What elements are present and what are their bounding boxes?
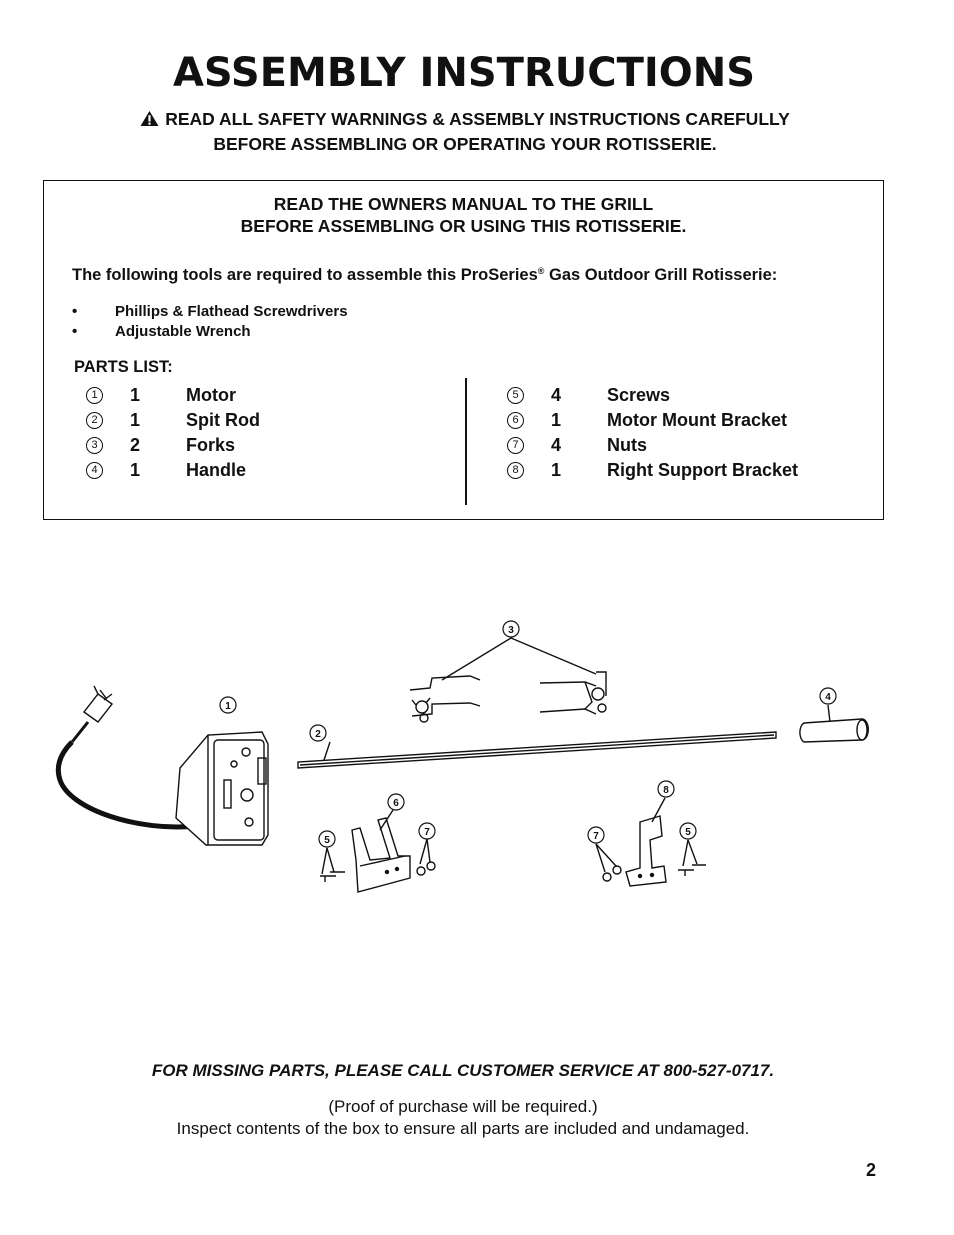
- part-qty: 1: [130, 460, 141, 480]
- tools-intro-suffix: Gas Outdoor Grill Rotisserie:: [544, 266, 778, 284]
- missing-parts-notice: FOR MISSING PARTS, PLEASE CALL CUSTOMER SERVICE AT 800-527-0717.: [151, 1061, 775, 1080]
- callout-label: 4: [825, 692, 831, 703]
- part-number: 4: [86, 462, 103, 479]
- spit-rod-illustration: [298, 732, 776, 768]
- part-number: 7: [507, 437, 524, 454]
- callout-label: 8: [663, 785, 669, 796]
- part-row: [86, 383, 260, 408]
- tools-list: [72, 302, 348, 342]
- parts-list-label: PARTS LIST:: [74, 358, 173, 376]
- part-number: 3: [86, 437, 103, 454]
- column-divider: [465, 378, 467, 505]
- part-qty: 1: [551, 460, 562, 480]
- callout-label: 5: [685, 827, 691, 838]
- handle-illustration: [800, 705, 868, 742]
- part-name: Motor: [186, 385, 236, 405]
- parts-column-left: [86, 383, 260, 483]
- page-number: 2: [866, 1160, 877, 1180]
- callout-motor: [220, 697, 236, 713]
- part-name: Handle: [186, 460, 247, 480]
- part-row: [507, 433, 798, 458]
- part-row: [86, 408, 260, 433]
- part-number: 8: [507, 462, 524, 479]
- inspection-notice: [0, 1096, 926, 1140]
- registered-mark: ®: [537, 266, 545, 276]
- part-name: Screws: [607, 385, 671, 405]
- parts-box: [43, 180, 884, 520]
- callout-handle: [820, 688, 836, 704]
- motor-illustration: [58, 686, 268, 845]
- callout-nuts-right: [588, 827, 604, 843]
- callout-label: 5: [324, 835, 330, 846]
- callout-label: 7: [424, 827, 430, 838]
- forks-illustration: [410, 638, 606, 722]
- warning-line-1: READ ALL SAFETY WARNINGS & ASSEMBLY INSTRUCTIONS CAREFULLY: [165, 109, 790, 129]
- part-qty: 1: [130, 410, 141, 430]
- warning-triangle-icon: [140, 110, 159, 133]
- parts-diagram: [0, 600, 954, 930]
- motor-bracket-illustration: [320, 810, 435, 892]
- callout-screws-left: [319, 831, 335, 847]
- part-name: Forks: [186, 435, 236, 455]
- part-row: [86, 458, 260, 483]
- bullet: •: [72, 323, 78, 340]
- callout-spit-rod: [310, 725, 326, 741]
- tools-intro: [72, 266, 777, 285]
- callout-label: 7: [593, 831, 599, 842]
- callout-motor-bracket: [388, 794, 404, 810]
- part-row: [507, 408, 798, 433]
- support-bracket-illustration: [596, 798, 706, 886]
- proof-of-purchase-text: (Proof of purchase will be required.): [328, 1097, 598, 1116]
- part-number: 5: [507, 387, 524, 404]
- callout-support-bracket: [658, 781, 674, 797]
- part-number: 1: [86, 387, 103, 404]
- manual-notice-line-2: BEFORE ASSEMBLING OR USING THIS ROTISSERIE.: [240, 216, 687, 236]
- callout-forks: [503, 621, 519, 637]
- part-name: Right Support Bracket: [607, 460, 799, 480]
- tool-label: Adjustable Wrench: [115, 323, 251, 340]
- part-row: [507, 383, 798, 408]
- warning-line-2: BEFORE ASSEMBLING OR OPERATING YOUR ROTISSERIE.: [213, 134, 717, 154]
- manual-notice: [44, 193, 883, 237]
- part-name: Motor Mount Bracket: [607, 410, 787, 430]
- bullet: •: [72, 303, 78, 320]
- part-name: Spit Rod: [186, 410, 260, 430]
- part-qty: 2: [130, 435, 141, 455]
- page-title: ASSEMBLY INSTRUCTIONS: [172, 50, 756, 96]
- callout-label: 2: [315, 729, 321, 740]
- callout-label: 1: [225, 701, 231, 712]
- parts-column-right: [507, 383, 798, 483]
- inspect-contents-text: Inspect contents of the box to ensure all parts are included and undamaged.: [176, 1119, 750, 1138]
- manual-notice-line-1: READ THE OWNERS MANUAL TO THE GRILL: [273, 194, 654, 214]
- tools-intro-text: The following tools are required to assemble this ProSeries: [72, 266, 538, 284]
- tool-label: Phillips & Flathead Screwdrivers: [115, 303, 348, 320]
- callout-nuts-left: [419, 823, 435, 839]
- callout-label: 3: [508, 625, 514, 636]
- part-qty: 4: [551, 385, 562, 405]
- part-qty: 1: [130, 385, 141, 405]
- part-number: 6: [507, 412, 524, 429]
- tool-item: [72, 322, 348, 342]
- callout-label: 6: [393, 798, 399, 809]
- part-name: Nuts: [607, 435, 647, 455]
- part-qty: 4: [551, 435, 562, 455]
- safety-warning: [0, 108, 930, 156]
- part-qty: 1: [551, 410, 562, 430]
- part-number: 2: [86, 412, 103, 429]
- part-row: [507, 458, 798, 483]
- callout-screws-right: [680, 823, 696, 839]
- tool-item: [72, 302, 348, 322]
- part-row: [86, 433, 260, 458]
